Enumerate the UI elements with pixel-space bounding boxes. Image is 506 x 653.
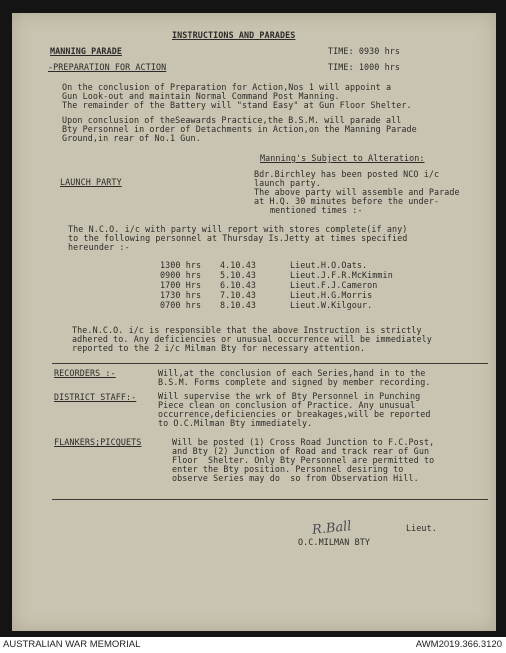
schedule-date: 4.10.43 xyxy=(220,260,256,270)
schedule-officer: Lieut.J.F.R.McKimmin xyxy=(290,270,393,280)
schedule-officer: Lieut.F.J.Cameron xyxy=(290,280,378,290)
section-divider xyxy=(52,363,488,364)
flankers-line-3: Floor Shelter. Only Bty Personnel are permitted to xyxy=(172,455,435,465)
district-line-1: Will supervise the wrk of Bty Personnel in Punching xyxy=(158,391,421,401)
schedule-time: 1300 hrs xyxy=(160,260,202,270)
responsible-line-2: adhered to. Any deficiencies or unusual occurrence will be immediately xyxy=(72,334,432,344)
handwritten-signature: R.Ball xyxy=(311,518,353,539)
schedule-time: 0700 hrs xyxy=(160,300,202,310)
district-staff-label: DISTRICT STAFF:- xyxy=(54,392,137,402)
flankers-line-5: observe Series may do so from Observation Hill. xyxy=(172,473,419,483)
prep-line-6: Ground,in rear of No.1 Gun. xyxy=(62,133,201,143)
schedule-date: 8.10.43 xyxy=(220,300,256,310)
schedule-date: 5.10.43 xyxy=(220,270,256,280)
time-1: TIME: 0930 hrs xyxy=(328,46,400,56)
flankers-line-1: Will be posted (1) Cross Road Junction to F.C.Post, xyxy=(172,437,435,447)
manning-subject: Manning's Subject to Alteration: xyxy=(260,153,425,163)
manning-parade-heading: MANNING PARADE xyxy=(50,46,122,56)
flankers-line-2: and Bty (2) Junction of Road and track rear of Gun xyxy=(172,446,430,456)
district-line-4: to O.C.Milman Bty immediately. xyxy=(158,418,313,428)
prep-line-2: Gun Look-out and maintain Normal Command Post Manning. xyxy=(62,91,340,101)
closing-divider xyxy=(52,499,488,500)
schedule-officer: Lieut.W.Kilgour. xyxy=(290,300,373,310)
schedule-date: 7.10.43 xyxy=(220,290,256,300)
footer-accession-number: AWM2019.366.3120 xyxy=(415,639,502,650)
district-line-3: occurrence,deficiencies or breakages,will be reported xyxy=(158,409,431,419)
nco-line-3: hereunder :- xyxy=(68,242,130,252)
footer-institution: AUSTRALIAN WAR MEMORIAL xyxy=(3,639,141,650)
launch-line-3: The above party will assemble and Parade xyxy=(254,187,460,197)
document-page xyxy=(12,13,496,631)
schedule-officer: Lieut.H.O.Oats. xyxy=(290,260,368,270)
page-title: INSTRUCTIONS AND PARADES xyxy=(172,30,296,40)
time-2: TIME: 1000 hrs xyxy=(328,62,400,72)
responsible-line-1: The.N.C.O. i/c is responsible that the above Instruction is strictly xyxy=(72,325,422,335)
launch-line-2: launch party. xyxy=(254,178,321,188)
signatory-rank: Lieut. xyxy=(406,523,437,533)
signatory-unit: O.C.MILMAN BTY xyxy=(298,537,370,547)
responsible-line-3: reported to the 2 i/c Milman Bty for necessary attention. xyxy=(72,343,366,353)
launch-line-4: at H.Q. 30 minutes before the under- xyxy=(254,196,440,206)
schedule-time: 0900 hrs xyxy=(160,270,202,280)
schedule-time: 1730 hrs xyxy=(160,290,202,300)
recorders-line-2: B.S.M. Forms complete and signed by member recording. xyxy=(158,377,431,387)
schedule-officer: Lieut.H.G.Morris xyxy=(290,290,373,300)
district-line-2: Piece clean on conclusion of Practice. Any unusual xyxy=(158,400,416,410)
flankers-line-4: enter the Bty position. Personnel desiring to xyxy=(172,464,404,474)
nco-line-1: The N.C.O. i/c with party will report with stores complete(if any) xyxy=(68,224,408,234)
launch-line-5: mentioned times :- xyxy=(270,205,363,215)
flankers-label: FLANKERS;PICQUETS xyxy=(54,437,142,447)
schedule-time: 1700 Hrs xyxy=(160,280,202,290)
prep-line-3: The remainder of the Battery will "stand Easy" at Gun Floor Shelter. xyxy=(62,100,412,110)
recorders-line-1: Will,at the conclusion of each Series,hand in to the xyxy=(158,368,426,378)
schedule-date: 6.10.43 xyxy=(220,280,256,290)
prep-line-5: Bty Personnel in order of Detachments in Action,on the Manning Parade xyxy=(62,124,417,134)
prep-line-4: Upon conclusion of theSeawards Practice,the B.S.M. will parade all xyxy=(62,115,402,125)
preparation-heading: -PREPARATION FOR ACTION xyxy=(48,62,167,72)
recorders-label: RECORDERS :- xyxy=(54,368,116,378)
launch-line-1: Bdr.Birchley has been posted NCO i/c xyxy=(254,169,440,179)
prep-line-1: On the conclusion of Preparation for Action,Nos 1 will appoint a xyxy=(62,82,392,92)
launch-party-label: LAUNCH PARTY xyxy=(60,177,122,187)
nco-line-2: to the following personnel at Thursday Is.Jetty at times specified xyxy=(68,233,408,243)
